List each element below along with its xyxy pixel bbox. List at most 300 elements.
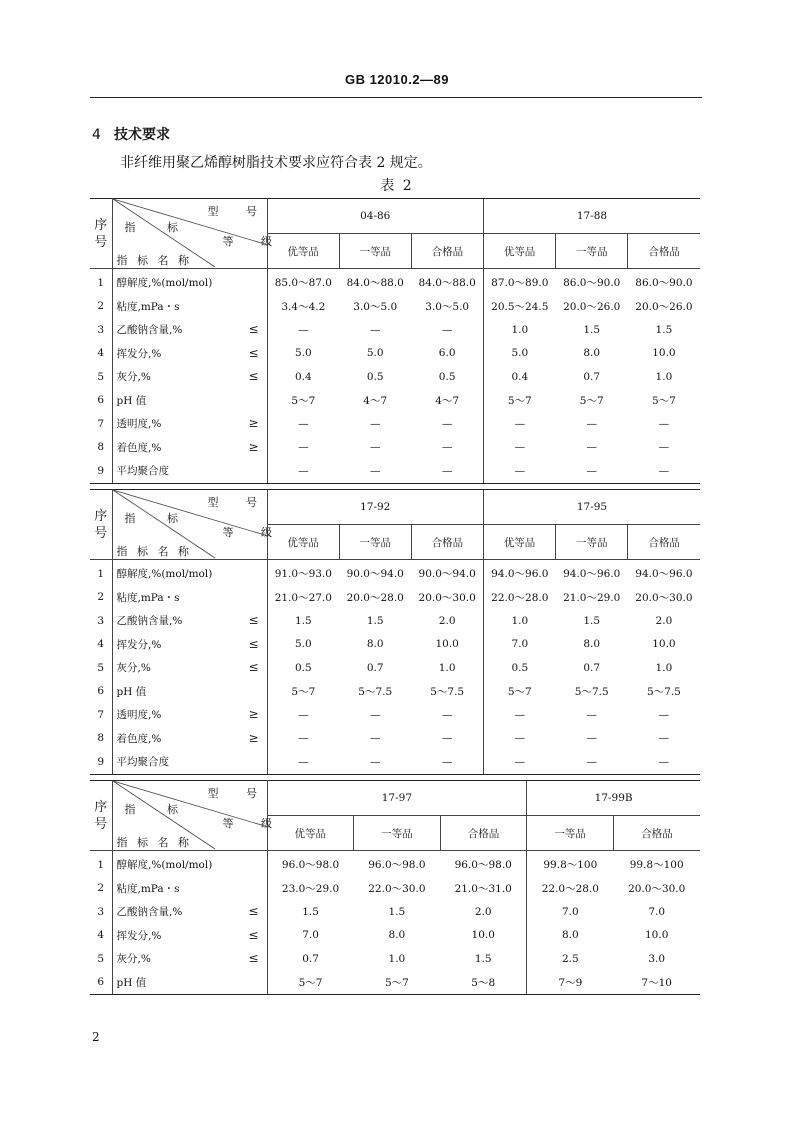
value-cell: 0.4 bbox=[294, 370, 312, 383]
value-cell: 87.0～89.0 bbox=[483, 269, 555, 295]
value-cell: — bbox=[339, 459, 411, 483]
indicator-label: pH 值 bbox=[116, 976, 147, 989]
value-cell: 5～7.5 bbox=[574, 685, 609, 698]
value-cell: — bbox=[369, 708, 381, 721]
value-cell: 96.0～98.0 bbox=[281, 859, 340, 872]
corner-grade-label: 等 级 bbox=[222, 235, 284, 248]
value-cell: — bbox=[556, 459, 628, 483]
table-row bbox=[90, 342, 700, 366]
header-corner-cell bbox=[112, 199, 284, 269]
table-row bbox=[90, 389, 700, 413]
grade-header: 合格品 bbox=[411, 525, 483, 560]
seq-header bbox=[90, 781, 112, 851]
seq-header-char: 序 bbox=[94, 799, 108, 815]
value-cell: 2.0 bbox=[474, 905, 492, 918]
row-number: 4 bbox=[90, 633, 112, 657]
value-cell: — bbox=[298, 732, 309, 745]
value-cell: 5.0 bbox=[294, 638, 312, 651]
value-cell: 90.0～94.0 bbox=[418, 568, 476, 581]
row-number: 5 bbox=[90, 656, 112, 680]
value-cell: 96.0～98.0 bbox=[454, 859, 512, 872]
spec-table-3 bbox=[90, 780, 700, 995]
table-row bbox=[90, 900, 700, 924]
grade-header: 一等品 bbox=[556, 525, 628, 560]
limit-symbol: ≤ bbox=[248, 904, 259, 918]
indicator-name bbox=[112, 633, 267, 657]
indicator-name bbox=[112, 877, 267, 901]
table-row bbox=[90, 851, 700, 877]
grade-header: 优等品 bbox=[483, 234, 555, 269]
indicator-name bbox=[112, 436, 267, 460]
grade-header: 优等品 bbox=[267, 234, 339, 269]
limit-symbol: ≥ bbox=[248, 439, 259, 454]
header-corner-cell bbox=[112, 781, 284, 851]
indicator-name bbox=[112, 924, 267, 948]
value-cell: 2.5 bbox=[527, 947, 614, 971]
corner-model-label: 型 号 bbox=[207, 496, 269, 509]
indicator-label: 灰分,% bbox=[116, 662, 151, 675]
value-cell: 0.5 bbox=[366, 370, 384, 383]
indicator-label: 乙酸钠含量,% bbox=[116, 324, 183, 337]
row-number: 9 bbox=[90, 750, 112, 774]
limit-symbol: ≤ bbox=[248, 636, 259, 651]
value-cell: 7～9 bbox=[527, 971, 614, 995]
seq-header-char: 号 bbox=[94, 234, 108, 250]
value-cell: 4～7 bbox=[363, 394, 388, 407]
indicator-label: 挥发分,% bbox=[116, 929, 162, 942]
value-cell: 99.8～100 bbox=[527, 851, 614, 877]
value-cell: 2.0 bbox=[655, 614, 673, 627]
indicator-name bbox=[112, 750, 267, 774]
grade-header: 合格品 bbox=[613, 816, 700, 851]
grade-header: 一等品 bbox=[527, 816, 614, 851]
page-number: 2 bbox=[92, 1030, 100, 1044]
indicator-name bbox=[112, 656, 267, 680]
value-cell: 20.5～24.5 bbox=[483, 295, 555, 319]
seq-header-char: 号 bbox=[94, 525, 108, 541]
indicator-label: 平均聚合度 bbox=[116, 465, 169, 478]
row-number: 6 bbox=[90, 389, 112, 413]
indicator-name bbox=[112, 680, 267, 704]
model-group-header: 04-86 bbox=[267, 199, 483, 234]
value-cell: 5～7.5 bbox=[358, 685, 393, 698]
row-number: 3 bbox=[90, 318, 112, 342]
model-group-header: 17-88 bbox=[483, 199, 700, 234]
indicator-name bbox=[112, 703, 267, 727]
value-cell: — bbox=[628, 750, 700, 774]
value-cell: — bbox=[483, 703, 555, 727]
row-number: 4 bbox=[90, 342, 112, 366]
value-cell: 1.0 bbox=[483, 318, 555, 342]
row-number: 8 bbox=[90, 436, 112, 460]
table-row bbox=[90, 633, 700, 657]
section-heading bbox=[92, 124, 170, 144]
row-number: 7 bbox=[90, 703, 112, 727]
value-cell: 7.0 bbox=[648, 905, 666, 918]
value-cell: 1.5 bbox=[583, 614, 601, 627]
value-cell: — bbox=[298, 417, 309, 430]
limit-symbol: ≤ bbox=[248, 660, 259, 674]
value-cell: 10.0 bbox=[652, 638, 676, 651]
indicator-name bbox=[112, 459, 267, 483]
row-number: 3 bbox=[90, 609, 112, 633]
limit-symbol: ≤ bbox=[248, 951, 259, 965]
value-cell: — bbox=[658, 732, 670, 745]
grade-header: 优等品 bbox=[483, 525, 555, 560]
seq-header-char: 号 bbox=[94, 816, 108, 832]
row-number: 7 bbox=[90, 412, 112, 436]
value-cell: — bbox=[441, 732, 453, 745]
value-cell: 20.0～26.0 bbox=[563, 300, 621, 313]
value-cell: — bbox=[298, 323, 309, 336]
indicator-label: 灰分,% bbox=[116, 953, 151, 966]
value-cell: 1.5 bbox=[302, 905, 319, 918]
indicator-name bbox=[112, 851, 267, 877]
table-caption: 表 2 bbox=[380, 178, 414, 194]
value-cell: 94.0～96.0 bbox=[635, 568, 693, 581]
value-cell: 5～7 bbox=[651, 394, 676, 407]
value-cell: 1.0 bbox=[655, 661, 673, 674]
value-cell: 1.5 bbox=[366, 614, 384, 627]
table-row bbox=[90, 560, 700, 586]
value-cell: 22.0～28.0 bbox=[483, 586, 555, 610]
value-cell: 5～7 bbox=[267, 971, 354, 995]
table-row bbox=[90, 412, 700, 436]
indicator-label: 灰分,% bbox=[116, 371, 151, 384]
row-number: 9 bbox=[90, 459, 112, 483]
value-cell: 1.0 bbox=[388, 952, 406, 965]
value-cell: 96.0～98.0 bbox=[368, 859, 426, 872]
value-cell: 8.0 bbox=[388, 929, 406, 942]
value-cell: — bbox=[411, 750, 483, 774]
value-cell: 5～8 bbox=[440, 971, 527, 995]
grade-header: 合格品 bbox=[440, 816, 527, 851]
value-cell: 7.0 bbox=[483, 633, 555, 657]
value-cell: — bbox=[483, 436, 555, 460]
value-cell: 5～7 bbox=[354, 971, 441, 995]
table-row bbox=[90, 680, 700, 704]
value-cell: 5～7 bbox=[483, 389, 555, 413]
value-cell: 20.0～30.0 bbox=[628, 882, 686, 895]
model-group-header: 17-95 bbox=[483, 490, 700, 525]
value-cell: 5～7.5 bbox=[430, 685, 465, 698]
value-cell: 10.0 bbox=[645, 929, 669, 942]
value-cell: — bbox=[369, 323, 381, 336]
value-cell: 22.0～28.0 bbox=[527, 877, 614, 901]
value-cell: 7.0 bbox=[527, 900, 614, 924]
indicator-label: 平均聚合度 bbox=[116, 756, 169, 769]
indicator-name bbox=[112, 586, 267, 610]
value-cell: 7～10 bbox=[613, 971, 700, 995]
value-cell: 5～7 bbox=[483, 680, 555, 704]
value-cell: 2.0 bbox=[438, 614, 456, 627]
limit-symbol: ≥ bbox=[248, 730, 259, 745]
table-row bbox=[90, 269, 700, 295]
row-number: 2 bbox=[90, 877, 112, 901]
table-row bbox=[90, 727, 700, 751]
value-cell: 1.0 bbox=[655, 370, 673, 383]
value-cell: 20.0～28.0 bbox=[346, 591, 404, 604]
indicator-label: pH 值 bbox=[116, 394, 147, 407]
row-number: 1 bbox=[90, 560, 112, 586]
value-cell: 86.0～90.0 bbox=[635, 277, 693, 290]
grade-header: 一等品 bbox=[354, 816, 441, 851]
value-cell: 10.0 bbox=[471, 929, 495, 942]
grade-header: 一等品 bbox=[339, 525, 411, 560]
value-cell: 84.0～88.0 bbox=[346, 277, 404, 290]
value-cell: — bbox=[441, 417, 453, 430]
value-cell: — bbox=[586, 441, 597, 454]
table-row bbox=[90, 586, 700, 610]
value-cell: — bbox=[483, 727, 555, 751]
indicator-name bbox=[112, 269, 267, 295]
value-cell: — bbox=[298, 708, 309, 721]
row-number: 5 bbox=[90, 365, 112, 389]
grade-header: 一等品 bbox=[339, 234, 411, 269]
indicator-label: 乙酸钠含量,% bbox=[116, 615, 183, 628]
value-cell: 90.0～94.0 bbox=[346, 568, 404, 581]
document-header: GB 12010.2—89 bbox=[344, 72, 450, 87]
value-cell: — bbox=[658, 417, 670, 430]
indicator-label: pH 值 bbox=[116, 685, 147, 698]
table-row bbox=[90, 947, 700, 971]
corner-grade-label: 等 级 bbox=[222, 526, 284, 539]
row-number: 5 bbox=[90, 947, 112, 971]
value-cell: 94.0～96.0 bbox=[563, 568, 621, 581]
row-number: 8 bbox=[90, 727, 112, 751]
value-cell: — bbox=[267, 750, 339, 774]
corner-model-label: 型 号 bbox=[207, 205, 269, 218]
limit-symbol: ≤ bbox=[248, 613, 259, 627]
value-cell: 0.7 bbox=[302, 952, 319, 965]
table-row bbox=[90, 365, 700, 389]
value-cell: 86.0～90.0 bbox=[563, 277, 621, 290]
seq-header bbox=[90, 199, 112, 269]
value-cell: 5～7 bbox=[291, 685, 316, 698]
indicator-label: 粘度,mPa・s bbox=[116, 591, 180, 604]
value-cell: 1.5 bbox=[294, 614, 312, 627]
value-cell: 1.5 bbox=[474, 952, 492, 965]
row-number: 1 bbox=[90, 851, 112, 877]
indicator-name bbox=[112, 609, 267, 633]
indicator-name bbox=[112, 365, 267, 389]
value-cell: 99.8～100 bbox=[629, 859, 684, 872]
value-cell: 21.0～27.0 bbox=[274, 591, 332, 604]
table-row bbox=[90, 924, 700, 948]
indicator-name bbox=[112, 560, 267, 586]
value-cell: 5.0 bbox=[294, 347, 312, 360]
spec-table-2 bbox=[90, 489, 700, 775]
corner-indicator-label: 指 标 bbox=[124, 512, 192, 525]
value-cell: 21.0～29.0 bbox=[563, 591, 621, 604]
indicator-name bbox=[112, 412, 267, 436]
indicator-label: 透明度,% bbox=[116, 418, 162, 431]
value-cell: 5.0 bbox=[366, 347, 384, 360]
header-rule bbox=[90, 97, 702, 98]
row-number: 1 bbox=[90, 269, 112, 295]
table-row bbox=[90, 703, 700, 727]
table-row bbox=[90, 877, 700, 901]
indicator-label: 透明度,% bbox=[116, 709, 162, 722]
indicator-label: 粘度,mPa・s bbox=[116, 300, 180, 313]
value-cell: 5～7 bbox=[291, 394, 316, 407]
value-cell: — bbox=[298, 441, 309, 454]
value-cell: 0.7 bbox=[583, 661, 601, 674]
value-cell: 0.7 bbox=[583, 370, 601, 383]
corner-grade-label: 等 级 bbox=[222, 817, 284, 830]
value-cell: 8.0 bbox=[583, 638, 601, 651]
value-cell: 0.5 bbox=[294, 661, 312, 674]
indicator-label: 醇解度,%(mol/mol) bbox=[116, 859, 213, 872]
limit-symbol: ≤ bbox=[248, 345, 259, 360]
value-cell: — bbox=[441, 708, 453, 721]
value-cell: — bbox=[483, 750, 555, 774]
header-corner-cell bbox=[112, 490, 284, 560]
grade-header: 一等品 bbox=[556, 234, 628, 269]
value-cell: 1.5 bbox=[583, 323, 601, 336]
indicator-label: 醇解度,%(mol/mol) bbox=[116, 277, 213, 290]
table-row bbox=[90, 750, 700, 774]
table-row bbox=[90, 295, 700, 319]
indicator-name bbox=[112, 342, 267, 366]
seq-header bbox=[90, 490, 112, 560]
value-cell: 20.0～30.0 bbox=[418, 591, 476, 604]
indicator-name bbox=[112, 971, 267, 995]
value-cell: 7.0 bbox=[302, 929, 319, 942]
corner-indicator-label: 指 标 bbox=[124, 221, 192, 234]
value-cell: 20.0～30.0 bbox=[635, 591, 693, 604]
indicator-label: 粘度,mPa・s bbox=[116, 882, 180, 895]
value-cell: 0.7 bbox=[366, 661, 384, 674]
value-cell: 5～7.5 bbox=[646, 685, 681, 698]
value-cell: 20.0～26.0 bbox=[635, 300, 693, 313]
indicator-name bbox=[112, 389, 267, 413]
limit-symbol: ≤ bbox=[248, 369, 259, 383]
value-cell: 84.0～88.0 bbox=[418, 277, 476, 290]
intro-paragraph: 非纤维用聚乙烯醇树脂技术要求应符合表 2 规定。 bbox=[120, 155, 432, 171]
grade-header: 优等品 bbox=[267, 816, 354, 851]
seq-header-char: 序 bbox=[94, 217, 108, 233]
value-cell: — bbox=[586, 732, 597, 745]
value-cell: — bbox=[483, 412, 555, 436]
value-cell: 23.0～29.0 bbox=[281, 882, 340, 895]
value-cell: 8.0 bbox=[583, 347, 601, 360]
limit-symbol: ≤ bbox=[248, 927, 259, 942]
indicator-label: 醇解度,%(mol/mol) bbox=[116, 568, 213, 581]
seq-header-char: 序 bbox=[94, 508, 108, 524]
row-number: 6 bbox=[90, 680, 112, 704]
indicator-label: 着色度,% bbox=[116, 441, 162, 454]
model-group-header: 17-97 bbox=[267, 781, 527, 816]
value-cell: 6.0 bbox=[438, 347, 456, 360]
corner-name-label: 指 标 名 称 bbox=[116, 836, 192, 849]
value-cell: 10.0 bbox=[435, 638, 459, 651]
value-cell: 5.0 bbox=[483, 342, 555, 366]
limit-symbol: ≥ bbox=[248, 416, 259, 430]
value-cell: 0.5 bbox=[438, 370, 456, 383]
model-group-header: 17-92 bbox=[267, 490, 483, 525]
row-number: 3 bbox=[90, 900, 112, 924]
value-cell: — bbox=[658, 708, 670, 721]
value-cell: — bbox=[369, 441, 381, 454]
indicator-label: 着色度,% bbox=[116, 732, 162, 745]
model-group-header: 17-99B bbox=[527, 781, 700, 816]
grade-header: 合格品 bbox=[628, 234, 700, 269]
value-cell: — bbox=[441, 441, 453, 454]
grade-header: 合格品 bbox=[628, 525, 700, 560]
indicator-name bbox=[112, 318, 267, 342]
value-cell: — bbox=[556, 750, 628, 774]
corner-name-label: 指 标 名 称 bbox=[116, 254, 192, 267]
corner-name-label: 指 标 名 称 bbox=[116, 545, 192, 558]
grade-header: 优等品 bbox=[267, 525, 339, 560]
limit-symbol: ≥ bbox=[248, 707, 259, 721]
value-cell: — bbox=[267, 459, 339, 483]
corner-model-label: 型 号 bbox=[207, 787, 269, 800]
value-cell: — bbox=[658, 441, 670, 454]
value-cell: — bbox=[483, 459, 555, 483]
table-row bbox=[90, 609, 700, 633]
table-row bbox=[90, 971, 700, 995]
table-row bbox=[90, 318, 700, 342]
value-cell: 8.0 bbox=[366, 638, 384, 651]
spec-table-1 bbox=[90, 198, 700, 484]
indicator-name bbox=[112, 900, 267, 924]
row-number: 2 bbox=[90, 586, 112, 610]
grade-header: 合格品 bbox=[411, 234, 483, 269]
indicator-label: 乙酸钠含量,% bbox=[116, 906, 183, 919]
value-cell: — bbox=[411, 459, 483, 483]
value-cell: 5～7 bbox=[579, 394, 604, 407]
indicator-label: 挥发分,% bbox=[116, 638, 162, 651]
value-cell: 1.0 bbox=[483, 609, 555, 633]
value-cell: 0.5 bbox=[483, 656, 555, 680]
table-row bbox=[90, 656, 700, 680]
table-row bbox=[90, 436, 700, 460]
value-cell: 1.0 bbox=[438, 661, 456, 674]
value-cell: — bbox=[339, 750, 411, 774]
value-cell: 1.5 bbox=[655, 323, 673, 336]
table-row bbox=[90, 459, 700, 483]
limit-symbol: ≤ bbox=[248, 322, 259, 336]
value-cell: — bbox=[369, 417, 381, 430]
value-cell: — bbox=[628, 459, 700, 483]
indicator-name bbox=[112, 295, 267, 319]
corner-indicator-label: 指 标 bbox=[124, 803, 192, 816]
value-cell: 8.0 bbox=[527, 924, 614, 948]
value-cell: 4～7 bbox=[435, 394, 460, 407]
row-number: 2 bbox=[90, 295, 112, 319]
value-cell: 22.0～30.0 bbox=[368, 882, 426, 895]
value-cell: 1.5 bbox=[388, 905, 406, 918]
value-cell: — bbox=[441, 323, 453, 336]
indicator-label: 挥发分,% bbox=[116, 347, 162, 360]
value-cell: 0.4 bbox=[483, 365, 555, 389]
value-cell: 3.0～5.0 bbox=[353, 300, 398, 313]
value-cell: 3.4～4.2 bbox=[281, 300, 326, 313]
value-cell: — bbox=[586, 417, 597, 430]
row-number: 6 bbox=[90, 971, 112, 995]
value-cell: 91.0～93.0 bbox=[274, 568, 332, 581]
value-cell: 3.0 bbox=[648, 952, 666, 965]
indicator-name bbox=[112, 727, 267, 751]
indicator-name bbox=[112, 947, 267, 971]
section-number: 4 bbox=[92, 127, 101, 143]
value-cell: 3.0～5.0 bbox=[425, 300, 470, 313]
value-cell: 10.0 bbox=[652, 347, 676, 360]
value-cell: — bbox=[369, 732, 381, 745]
row-number: 4 bbox=[90, 924, 112, 948]
